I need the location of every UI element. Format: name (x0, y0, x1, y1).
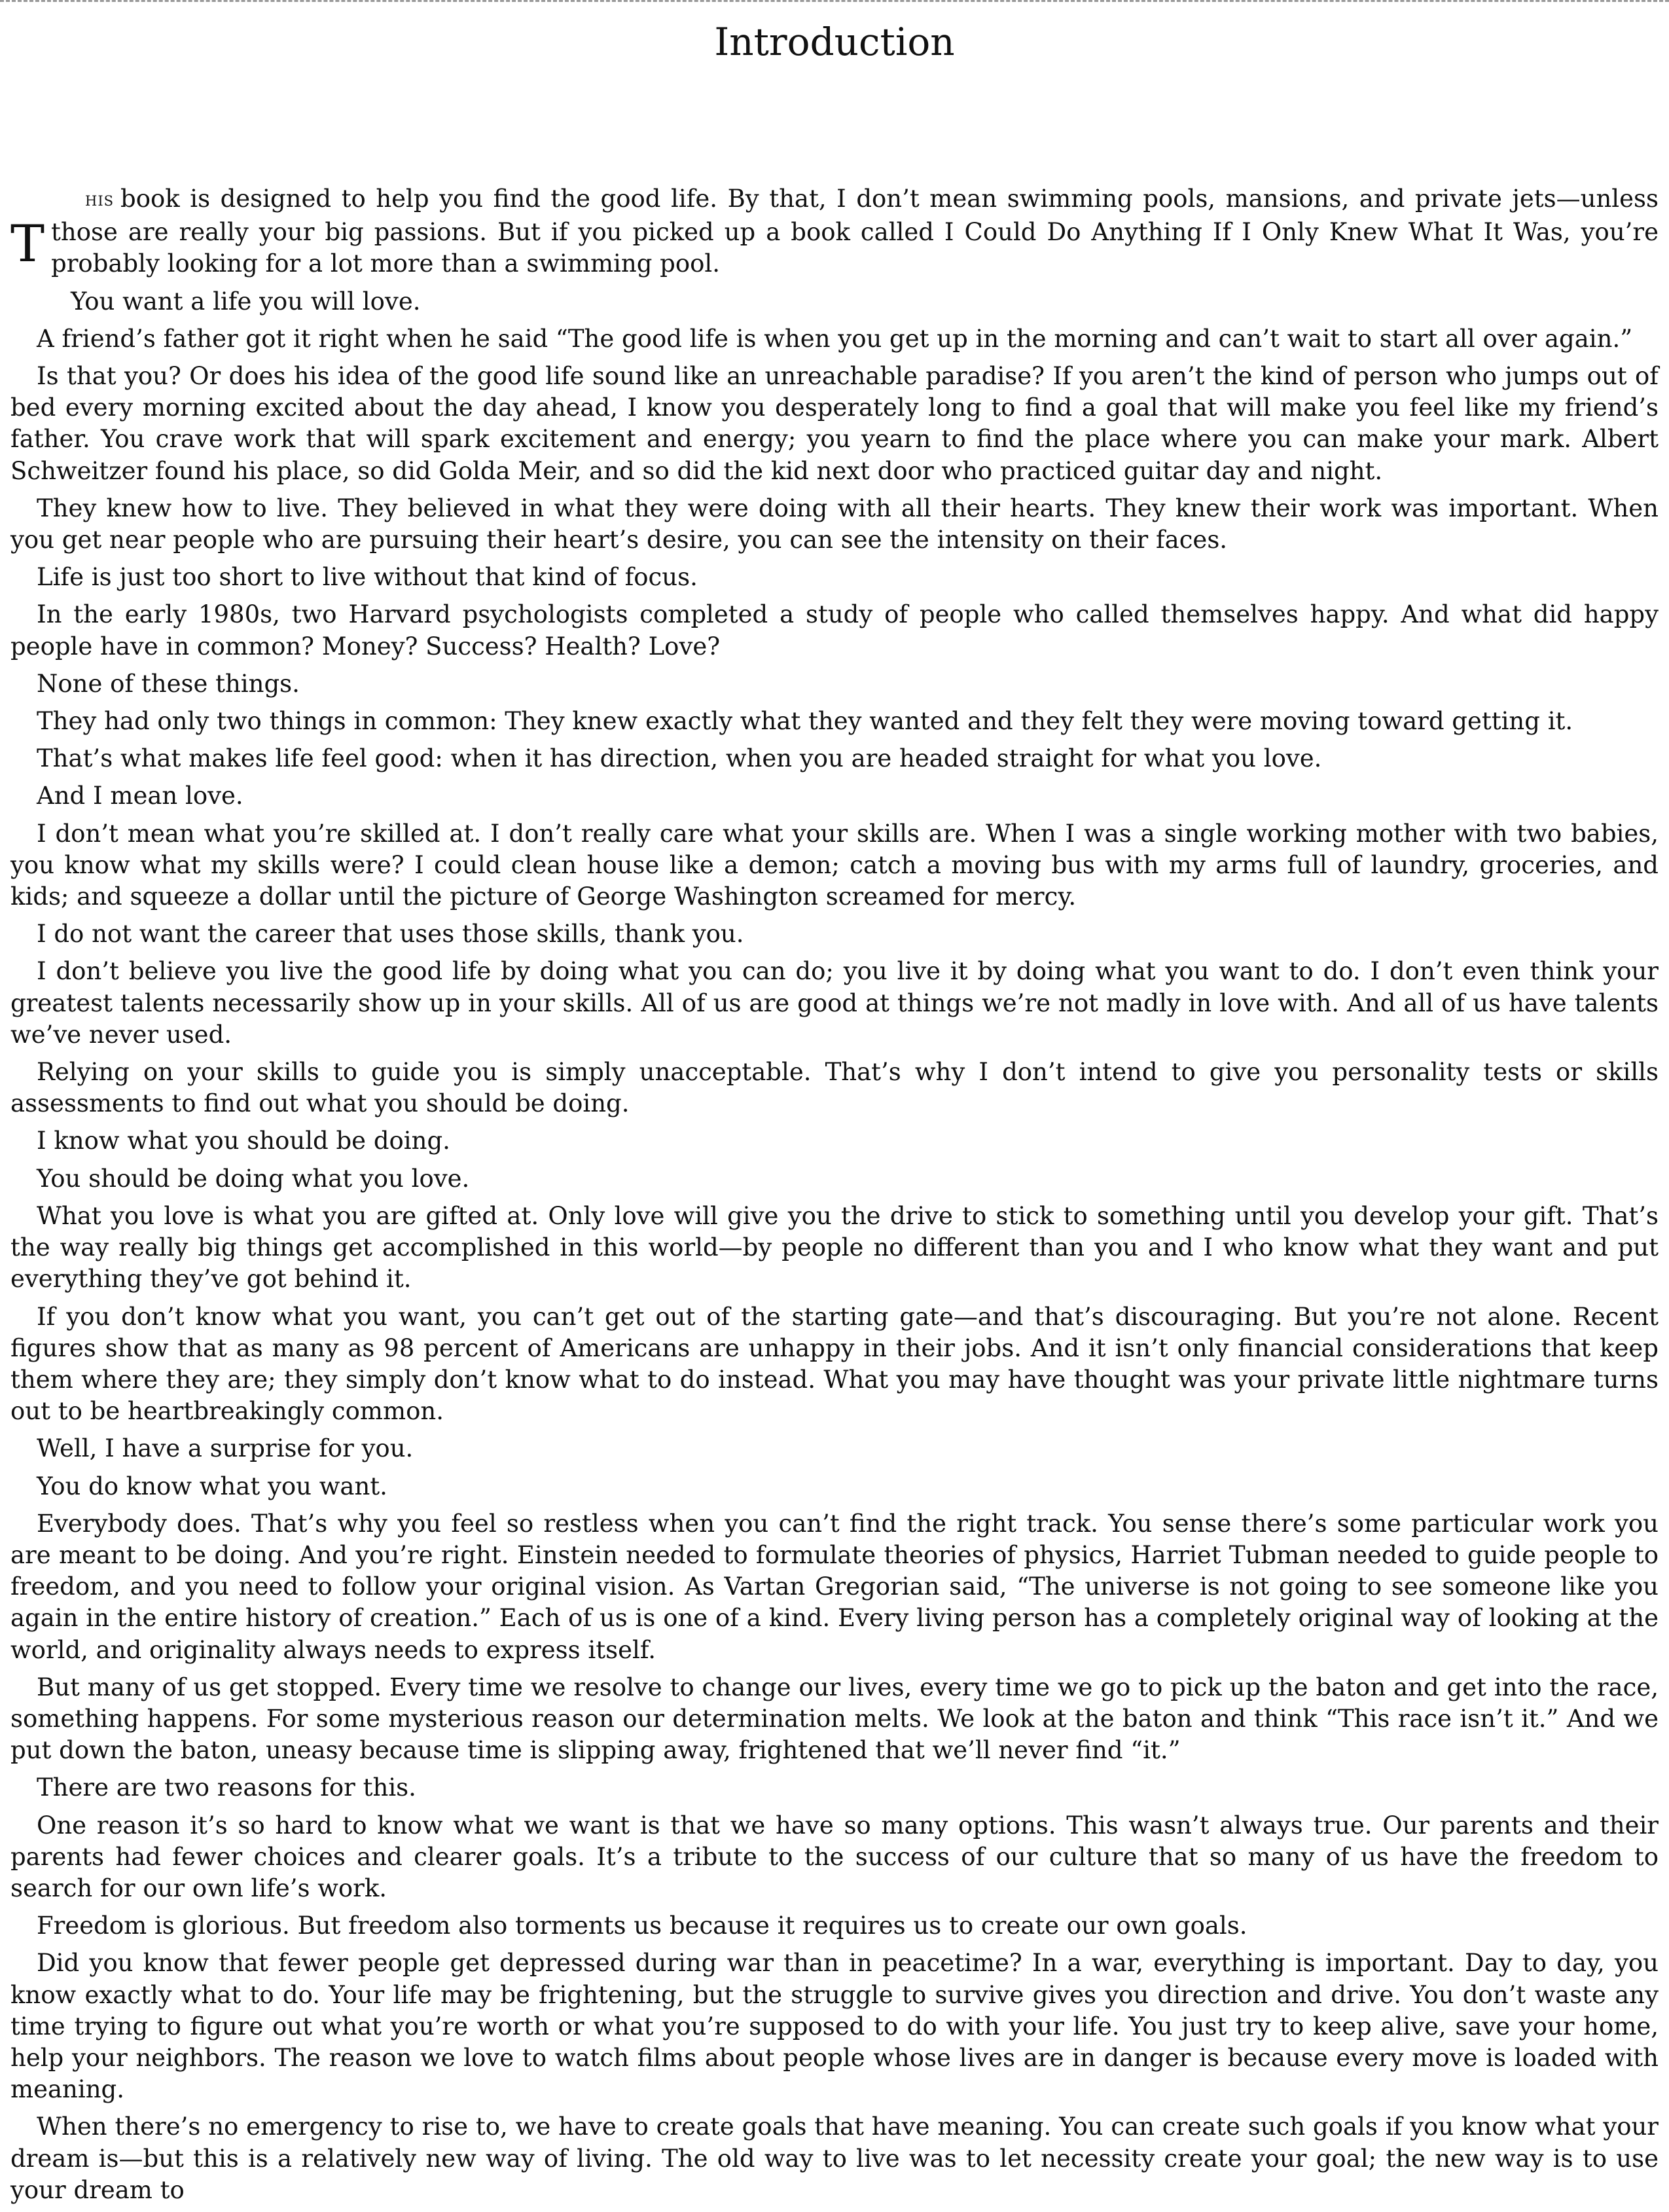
paragraph: You should be doing what you love. (37, 1164, 470, 1193)
paragraph: None of these things. (37, 669, 300, 698)
paragraph: You want a life you will love. (71, 287, 421, 316)
top-rule (0, 0, 1669, 2)
paragraph: But many of us get stopped. Every time we resolve to change our lives, every time we go to pick up the baton and get into the race, something happens. For some mysterious reason our determination melts. We look at the baton and think “This race isn’t it.” And we put down the baton, uneasy because time is slipping away, frightened that we’ll never find “it.” (10, 1673, 1659, 1765)
paragraph: I know what you should be doing. (37, 1127, 450, 1155)
body-text (10, 183, 1659, 2212)
paragraph: What you love is what you are gifted at. Only love will give you the drive to stick to something until you develop your gift. That’s the way really big things get accomplished in this world—by people no different than you and I who know what they want and put everything they’ve got behind it. (10, 1201, 1659, 1294)
paragraph: If you don’t know what you want, you can’t get out of the starting gate—and that’s discouraging. But you’re not alone. Recent figures show that as many as 98 percent of Americans are unhappy in their jobs. And it isn’t only financial considerations that keep them where they are; they simply don’t know what to do instead. What you may have thought was your private little nightmare turns out to be heartbreakingly common. (10, 1302, 1659, 1426)
paragraph: There are two reasons for this. (37, 1773, 416, 1802)
paragraph: A friend’s father got it right when he said “The good life is when you get up in the morning and can’t wait to start all over again.” (37, 324, 1633, 353)
opening-paragraph (10, 183, 1659, 280)
paragraph: Is that you? Or does his idea of the good life sound like an unreachable paradise? If you aren’t the kind of person who jumps out of bed every morning excited about the day ahead, I know you desperately long to find a goal that will make you feel like my friend’s father. You crave work that will spark excitement and energy; you yearn to find the place where you can make your mark. Albert Schweitzer found his place, so did Golda Meir, and so did the kid next door who practiced guitar day and night. (10, 362, 1659, 485)
paragraph: They had only two things in common: They knew exactly what they wanted and they felt they were moving toward getting it. (37, 707, 1573, 736)
paragraph: In the early 1980s, two Harvard psychologists completed a study of people who called themselves happy. And what did happy people have in common? Money? Success? Health? Love? (10, 600, 1659, 661)
paragraph: You do know what you want. (37, 1472, 387, 1500)
paragraph: One reason it’s so hard to know what we want is that we have so many options. This wasn’t always true. Our parents and their parents had fewer choices and clearer goals. It’s a tribute to the success of our culture that so many of us have the freedom to search for our own life’s work. (10, 1811, 1659, 1902)
paragraph: That’s what makes life feel good: when it has direction, when you are headed straight for what you love. (37, 744, 1322, 773)
paragraph: Did you know that fewer people get depressed during war than in peacetime? In a war, everything is important. Day to day, you know exactly what to do. Your life may be frightening, but the struggle to survive gives you direction and drive. You don’t waste any time trying to figure out what you’re worth or what you’re supposed to do with your life. You just try to keep alive, save your home, help your neighbors. The reason we love to watch films about people whose lives are in danger is because every move is loaded with meaning. (10, 1949, 1659, 2104)
paragraph: Freedom is glorious. But freedom also torments us because it requires us to create our own goals. (37, 1912, 1247, 1940)
paragraph: And I mean love. (37, 782, 243, 810)
paragraph: Life is just too short to live without that kind of focus. (37, 563, 698, 592)
paragraph: Relying on your skills to guide you is simply unacceptable. That’s why I don’t intend to give you personality tests or skills assessments to find out what you should be doing. (10, 1058, 1659, 1118)
opening-text: book is designed to help you find the good life. By that, I don’t mean swimming pools, mansions, and private jets—unless those are really your big passions. But if you picked up a book called I Could Do Anything If I Only Knew What It Was, you’re probably looking for a lot more than a swimming pool. (51, 185, 1659, 278)
paragraph: I don’t mean what you’re skilled at. I don’t really care what your skills are. When I was a single working mother with two babies, you know what my skills were? I could clean house like a demon; catch a moving bus with my arms full of laundry, groceries, and kids; and squeeze a dollar until the picture of George Washington screamed for mercy. (10, 819, 1659, 911)
paragraph: I do not want the career that uses those skills, thank you. (37, 920, 744, 949)
small-caps-lead: HIS (85, 193, 115, 209)
paragraph: They knew how to live. They believed in what they were doing with all their hearts. They knew their work was important. When you get near people who are pursuing their heart’s desire, you can see the intensity on their faces. (10, 494, 1659, 554)
paragraph: Well, I have a surprise for you. (37, 1434, 414, 1463)
paragraph: When there’s no emergency to rise to, we have to create goals that have meaning. You can create such goals if you know what your dream is—but this is a relatively new way of living. The old way to live was to let necessity create your goal; the new way is to use your dream to (10, 2112, 1659, 2204)
drop-cap: T (10, 215, 45, 274)
paragraph: Everybody does. That’s why you feel so restless when you can’t find the right track. You sense there’s some particular work you are meant to be doing. And you’re right. Einstein needed to formulate theories of physics, Harriet Tubman needed to guide people to freedom, and you need to follow your original vision. As Vartan Gregorian said, “The universe is not going to see someone like you again in the entire history of creation.” Each of us is one of a kind. Every living person has a completely original way of looking at the world, and originality always needs to express itself. (10, 1509, 1659, 1664)
chapter-title: Introduction (714, 20, 955, 64)
paragraph: I don’t believe you live the good life by doing what you can do; you live it by doing what you want to do. I don’t even think your greatest talents necessarily show up in your skills. All of us are good at things we’re not madly in love with. And all of us have talents we’ve never used. (10, 957, 1659, 1049)
